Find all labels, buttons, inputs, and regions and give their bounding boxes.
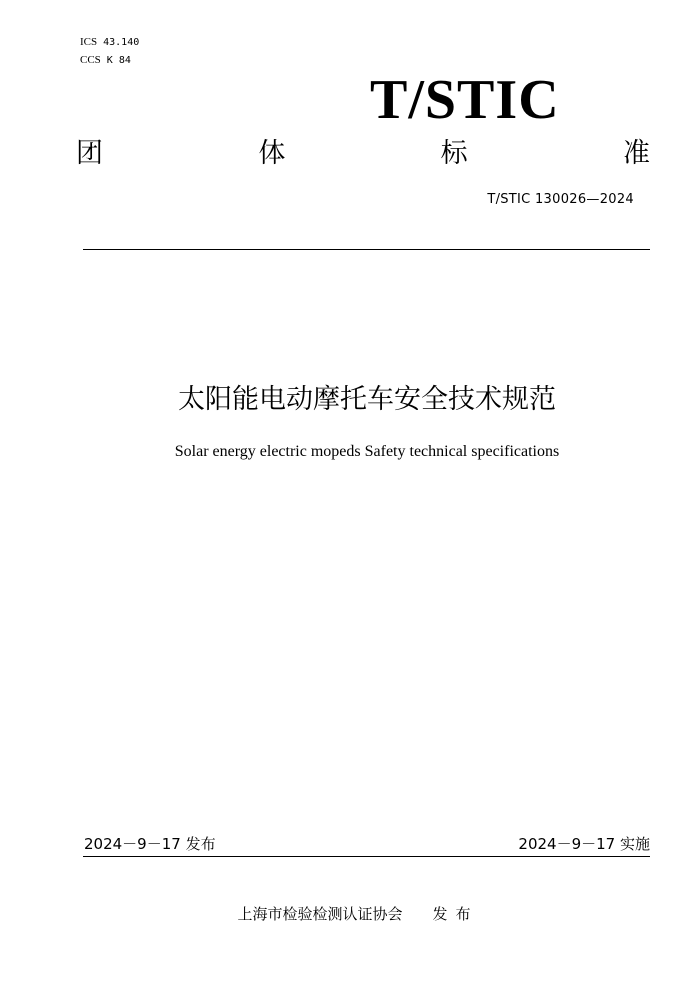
publisher-line: [0, 903, 700, 925]
top-divider: [83, 249, 650, 250]
standard-type-char: 体: [258, 138, 286, 169]
ics-label: ICS: [80, 36, 98, 48]
ccs-value: K 84: [106, 55, 131, 66]
ccs-label: CCS: [80, 54, 101, 66]
standard-type: [76, 134, 650, 174]
publish-action: 发布: [432, 905, 479, 923]
ics-value: 43.140: [103, 37, 140, 48]
document-title-en: Solar energy electric mopeds Safety technical specifications: [174, 443, 560, 460]
document-title-cn: 太阳能电动摩托车安全技术规范: [178, 384, 556, 415]
ics-code: [80, 35, 139, 50]
brand-logo: T/STIC: [370, 69, 560, 131]
bottom-divider: [83, 856, 650, 857]
implement-date: 2024－9－17 实施: [518, 835, 650, 853]
ccs-code: [80, 53, 131, 68]
publisher-name: 上海市检验检测认证协会: [237, 905, 403, 923]
publish-date: 2024－9－17 发布: [84, 835, 216, 853]
standard-type-char: 标: [440, 138, 468, 169]
standard-type-char: 团: [76, 138, 103, 169]
standard-number: T/STIC 130026—2024: [487, 192, 634, 207]
standard-type-char: 准: [622, 138, 650, 169]
